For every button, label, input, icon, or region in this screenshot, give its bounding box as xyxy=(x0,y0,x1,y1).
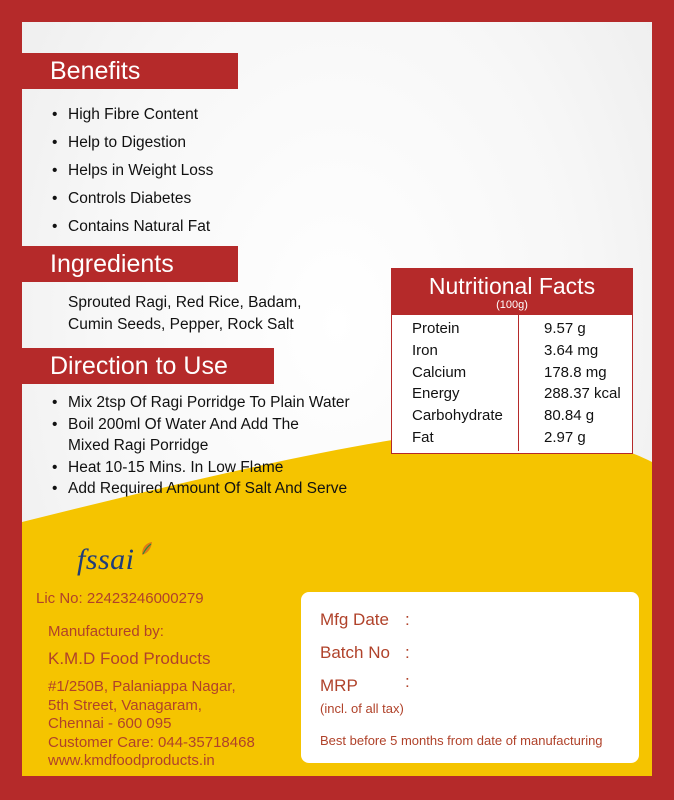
mrp-label: MRP xyxy=(320,676,358,695)
nutrition-row xyxy=(392,429,632,451)
benefit-item: • Helps in Weight Loss xyxy=(46,157,213,185)
benefits-list xyxy=(46,101,213,241)
mfg-date-colon: : xyxy=(405,610,410,629)
best-before-note: Best before 5 months from date of manufacturing xyxy=(320,733,603,748)
nutrition-row xyxy=(392,385,632,407)
address-line: 5th Street, Vanagaram, xyxy=(48,696,202,714)
nutrient-name: Energy xyxy=(412,385,460,403)
customer-care: Customer Care: 044-35718468 xyxy=(48,733,255,751)
nutrition-facts-serving: (100g) xyxy=(496,299,528,311)
benefit-item: • Contains Natural Fat xyxy=(46,213,213,241)
direction-item xyxy=(46,414,350,457)
nutrition-facts-title: Nutritional Facts xyxy=(428,273,596,299)
nutrient-name: Protein xyxy=(412,320,460,337)
benefits-banner xyxy=(22,53,238,89)
direction-item: • Heat 10-15 Mins. In Low Flame xyxy=(46,457,350,479)
nutrient-name: Fat xyxy=(412,429,434,446)
direction-item: • Mix 2tsp Of Ragi Porridge To Plain Water xyxy=(46,392,350,414)
nutrient-value: 80.84 g xyxy=(544,407,595,425)
website: www.kmdfoodproducts.in xyxy=(48,752,215,769)
manufacturer-address xyxy=(48,678,255,771)
label-panel xyxy=(22,22,652,776)
nutrition-row xyxy=(392,320,632,342)
batch-no-colon: : xyxy=(405,643,410,662)
address-line: Chennai - 600 095 xyxy=(48,715,172,732)
mrp-colon: : xyxy=(405,672,410,691)
directions-title: Direction to Use xyxy=(50,352,228,380)
nutrition-facts-header xyxy=(392,269,632,315)
nutrient-name: Iron xyxy=(412,341,438,359)
mfg-date-label: Mfg Date xyxy=(320,610,389,629)
ingredients-line: Sprouted Ragi, Red Rice, Badam, xyxy=(68,294,302,311)
batch-no-label: Batch No xyxy=(320,643,390,662)
nutrition-row xyxy=(392,342,632,364)
nutrient-value: 3.64 mg xyxy=(544,341,599,359)
ingredients-line: Cumin Seeds, Pepper, Rock Salt xyxy=(68,316,294,333)
ingredients-text xyxy=(68,292,368,336)
benefit-item: • Help to Digestion xyxy=(46,129,213,157)
license-number: Lic No: 22423246000279 xyxy=(36,590,204,607)
nutrition-row xyxy=(392,407,632,429)
benefit-item: • Controls Diabetes xyxy=(46,185,213,213)
fssai-leaf-icon xyxy=(140,541,154,557)
directions-list xyxy=(46,392,350,500)
nutrition-row xyxy=(392,364,632,386)
nutrient-name: Calcium xyxy=(412,363,467,381)
nutrient-name: Carbohydrate xyxy=(412,407,503,425)
mrp-note: (incl. of all tax) xyxy=(320,701,404,716)
fssai-logo xyxy=(77,539,157,579)
direction-item-line: Mixed Ragi Porridge xyxy=(68,437,209,454)
nutrient-value: 288.37 kcal xyxy=(544,385,621,403)
manufacturer-name: K.M.D Food Products xyxy=(48,649,211,668)
fssai-logo-text: fssai xyxy=(77,543,135,576)
direction-item-line: Boil 200ml Of Water And Add The xyxy=(68,415,299,433)
nutrition-facts-box xyxy=(391,268,633,454)
manufactured-by-label: Manufactured by: xyxy=(48,623,164,640)
ingredients-title: Ingredients xyxy=(50,250,174,278)
directions-banner xyxy=(22,348,274,384)
benefit-item: • High Fibre Content xyxy=(46,101,213,129)
ingredients-banner xyxy=(22,246,238,282)
nutrient-value: 9.57 g xyxy=(544,320,586,337)
benefits-title: Benefits xyxy=(50,57,141,85)
mfg-details-box xyxy=(301,592,639,763)
nutrient-value: 2.97 g xyxy=(544,429,586,446)
direction-item: • Add Required Amount Of Salt And Serve xyxy=(46,478,350,500)
nutrient-value: 178.8 mg xyxy=(544,363,607,381)
address-line: #1/250B, Palaniappa Nagar, xyxy=(48,678,236,695)
